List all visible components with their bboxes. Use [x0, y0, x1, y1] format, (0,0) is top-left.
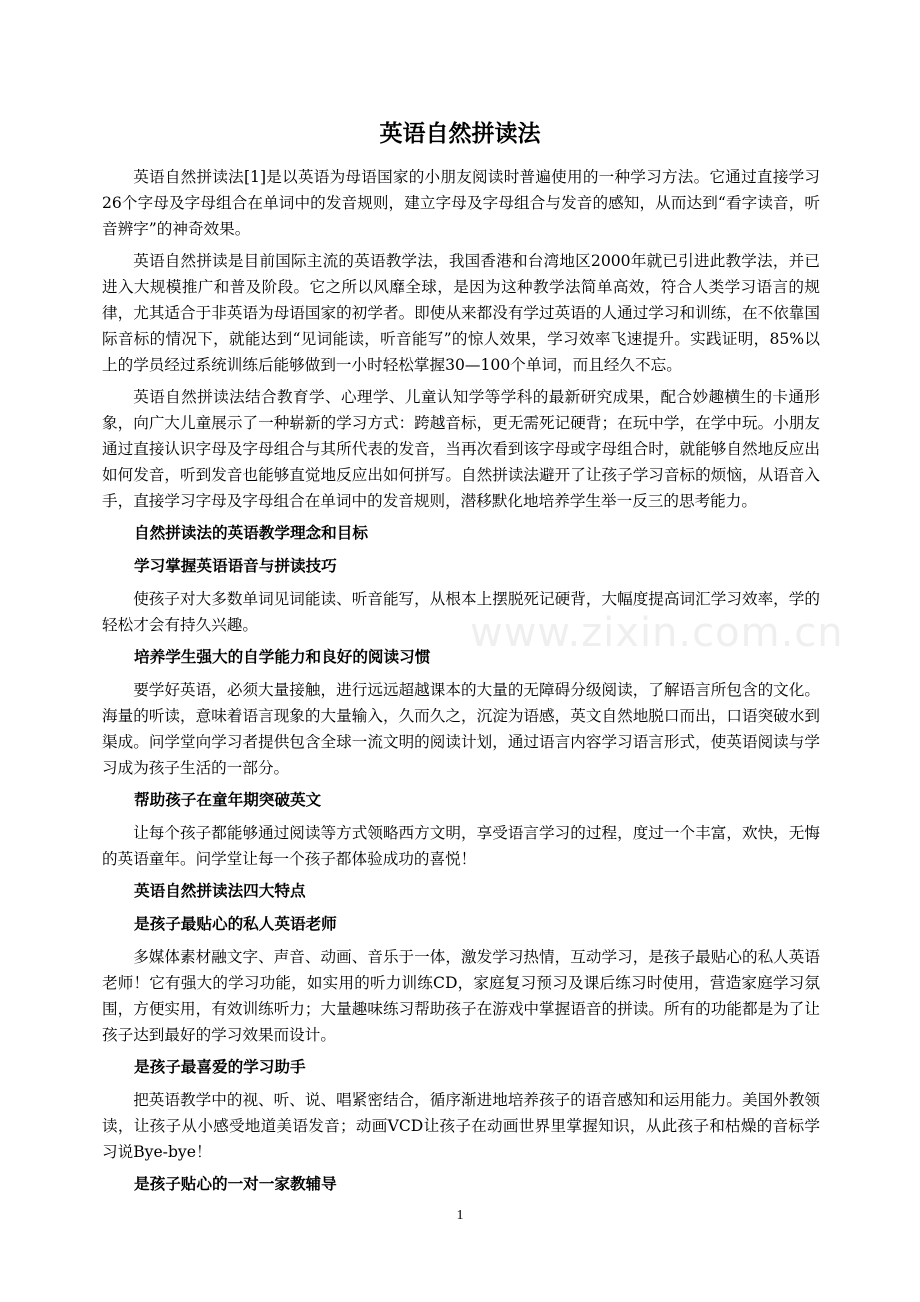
watermark: www.zixin.com.cn — [470, 610, 844, 656]
paragraph: 要学好英语，必须大量接触，进行远远超越课本的大量的无障碍分级阅读，了解语言所包含的文化。海量的听读，意味着语言现象的大量输入，久而久之，沉淀为语感，英文自然地脱口而出，口语突破水到渠成。问学堂向学习者提供包含全球一流文明的阅读计划，通过语言内容学习语言形式，使英语阅读与学习成为孩子生活的一部分。 — [102, 681, 820, 777]
document-title: 英语自然拼读法 — [379, 121, 541, 147]
paragraph: 让每个孩子都能够通过阅读等方式领略西方文明，享受语言学习的过程，度过一个丰富，欢快，无悔的英语童年。问学堂让每一个孩子都体验成功的喜悦！ — [102, 824, 820, 868]
subsection-heading: 培养学生强大的自学能力和良好的阅读习惯 — [134, 648, 431, 666]
subsection-heading: 学习掌握英语语音与拼读技巧 — [134, 557, 337, 575]
section-heading: 自然拼读法的英语教学理念和目标 — [134, 524, 368, 542]
paragraph: 把英语教学中的视、听、说、唱紧密结合，循序渐进地培养孩子的语音感知和运用能力。美国外教领读，让孩子从小感受地道美语发音；动画VCD让孩子在动画世界里掌握知识，从此孩子和枯燥的音标学习说Bye-bye！ — [102, 1091, 820, 1161]
paragraph: 多媒体素材融文字、声音、动画、音乐于一体，激发学习热情，互动学习，是孩子最贴心的私人英语老师！它有强大的学习功能，如实用的听力训练CD，家庭复习预习及课后练习时使用，营造家庭学习氛围，方便实用，有效训练听力；大量趣味练习帮助孩子在游戏中掌握语音的拼读。所有的功能都是为了让孩子达到最好的学习效果而设计。 — [102, 948, 820, 1044]
subsection-heading: 是孩子最喜爱的学习助手 — [134, 1058, 306, 1076]
paragraph: 英语自然拼读法[1]是以英语为母语国家的小朋友阅读时普遍使用的一种学习方法。它通过直接学习26个字母及字母组合在单词中的发音规则，建立字母及字母组合与发音的感知，从而达到“看字读音，听音辨字”的神奇效果。 — [102, 168, 820, 238]
paragraph: 使孩子对大多数单词见词能读、听音能写，从根本上摆脱死记硬背，大幅度提高词汇学习效率，学的轻松才会有持久兴趣。 — [102, 590, 820, 634]
document-body — [102, 164, 820, 1204]
subsection-heading: 是孩子最贴心的私人英语老师 — [134, 915, 337, 933]
paragraph: 英语自然拼读法结合教育学、心理学、儿童认知学等学科的最新研究成果，配合妙趣横生的卡通形象，向广大儿童展示了一种崭新的学习方式：跨越音标，更无需死记硬背；在玩中学，在学中玩。小朋友通过直接认识字母及字母组合与其所代表的发音，当再次看到该字母或字母组合时，就能够自然地反应出如何发音，听到发音也能够直觉地反应出如何拼写。自然拼读法避开了让孩子学习音标的烦恼，从语音入手，直接学习字母及字母组合在单词中的发音规则，潜移默化地培养学生举一反三的思考能力。 — [102, 388, 820, 510]
page-number: 1 — [456, 1208, 464, 1223]
subsection-heading: 是孩子贴心的一对一家教辅导 — [134, 1175, 337, 1193]
paragraph: 英语自然拼读是目前国际主流的英语教学法，我国香港和台湾地区2000年就已引进此教学法，并已进入大规模推广和普及阶段。它之所以风靡全球，是因为这种教学法简单高效，符合人类学习语言的规律，尤其适合于非英语为母语国家的初学者。即使从来都没有学过英语的人通过学习和训练，在不依靠国际音标的情况下，就能达到“见词能读，听音能写”的惊人效果，学习效率飞速提升。实践证明，85%以上的学员经过系统训练后能够做到一小时轻松掌握30—100个单词，而且经久不忘。 — [102, 252, 820, 374]
section-heading: 英语自然拼读法四大特点 — [134, 882, 306, 900]
subsection-heading: 帮助孩子在童年期突破英文 — [134, 791, 322, 809]
